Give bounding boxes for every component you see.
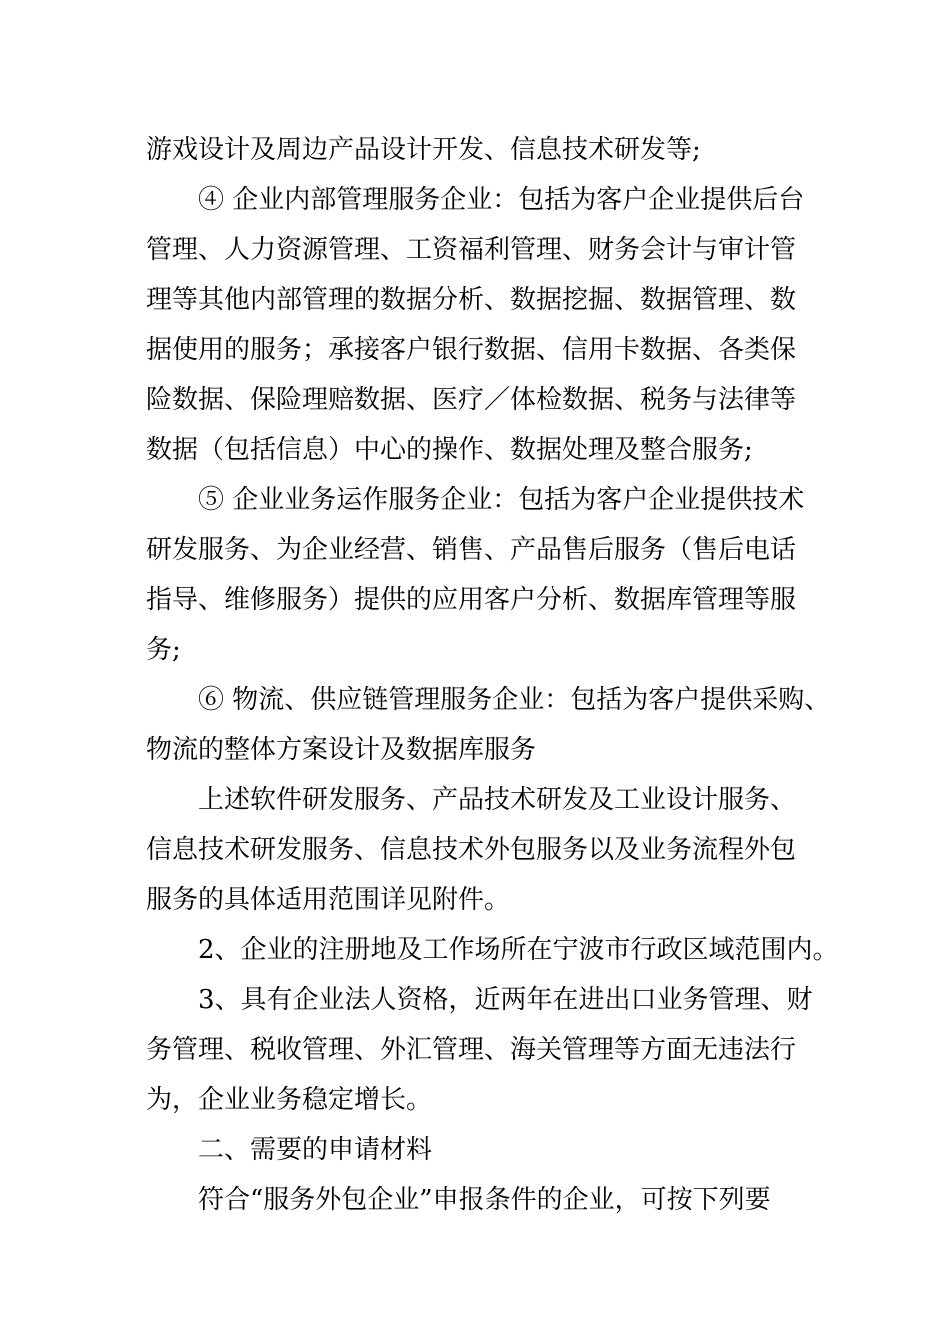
- text-line-10: 指导、维修服务）提供的应用客户分析、数据库管理等服: [146, 585, 797, 615]
- text-line-2: ④ 企业内部管理服务企业：包括为客户企业提供后台: [198, 185, 805, 215]
- text-line-11: 务;: [146, 635, 181, 665]
- text-line-6: 险数据、保险理赔数据、医疗／体检数据、税务与法律等: [146, 385, 797, 415]
- text-line-1: 游戏设计及周边产品设计开发、信息技术研发等;: [146, 135, 701, 165]
- text-line-15: 信息技术研发服务、信息技术外包服务以及业务流程外包: [146, 835, 797, 865]
- text-line-8: ⑤ 企业业务运作服务企业：包括为客户企业提供技术: [198, 485, 805, 515]
- text-line-16: 服务的具体适用范围详见附件。: [146, 885, 511, 915]
- text-line-12: ⑥ 物流、供应链管理服务企业：包括为客户提供采购、: [198, 685, 831, 715]
- text-line-14: 上述软件研发服务、产品技术研发及工业设计服务、: [198, 785, 797, 815]
- text-line-9: 研发服务、为企业经营、销售、产品售后服务（售后电话: [146, 535, 797, 565]
- text-line-4: 理等其他内部管理的数据分析、数据挖掘、数据管理、数: [146, 285, 797, 315]
- text-line-7: 数据（包括信息）中心的操作、数据处理及整合服务;: [146, 435, 753, 465]
- text-line-3: 管理、人力资源管理、工资福利管理、财务会计与审计管: [146, 235, 797, 265]
- text-line-20: 为，企业业务稳定增长。: [146, 1085, 433, 1115]
- section-heading: 二、需要的申请材料: [198, 1135, 433, 1165]
- text-line-18: 3、具有企业法人资格，近两年在进出口业务管理、财: [198, 985, 813, 1015]
- text-line-5: 据使用的服务；承接客户银行数据、信用卡数据、各类保: [146, 335, 797, 365]
- text-line-17: 2、企业的注册地及工作场所在宁波市行政区域范围内。: [198, 935, 839, 965]
- text-line-13: 物流的整体方案设计及数据库服务: [146, 735, 537, 765]
- text-line-22: 符合“服务外包企业”申报条件的企业，可按下列要: [198, 1185, 771, 1215]
- text-line-19: 务管理、税收管理、外汇管理、海关管理等方面无违法行: [146, 1035, 797, 1065]
